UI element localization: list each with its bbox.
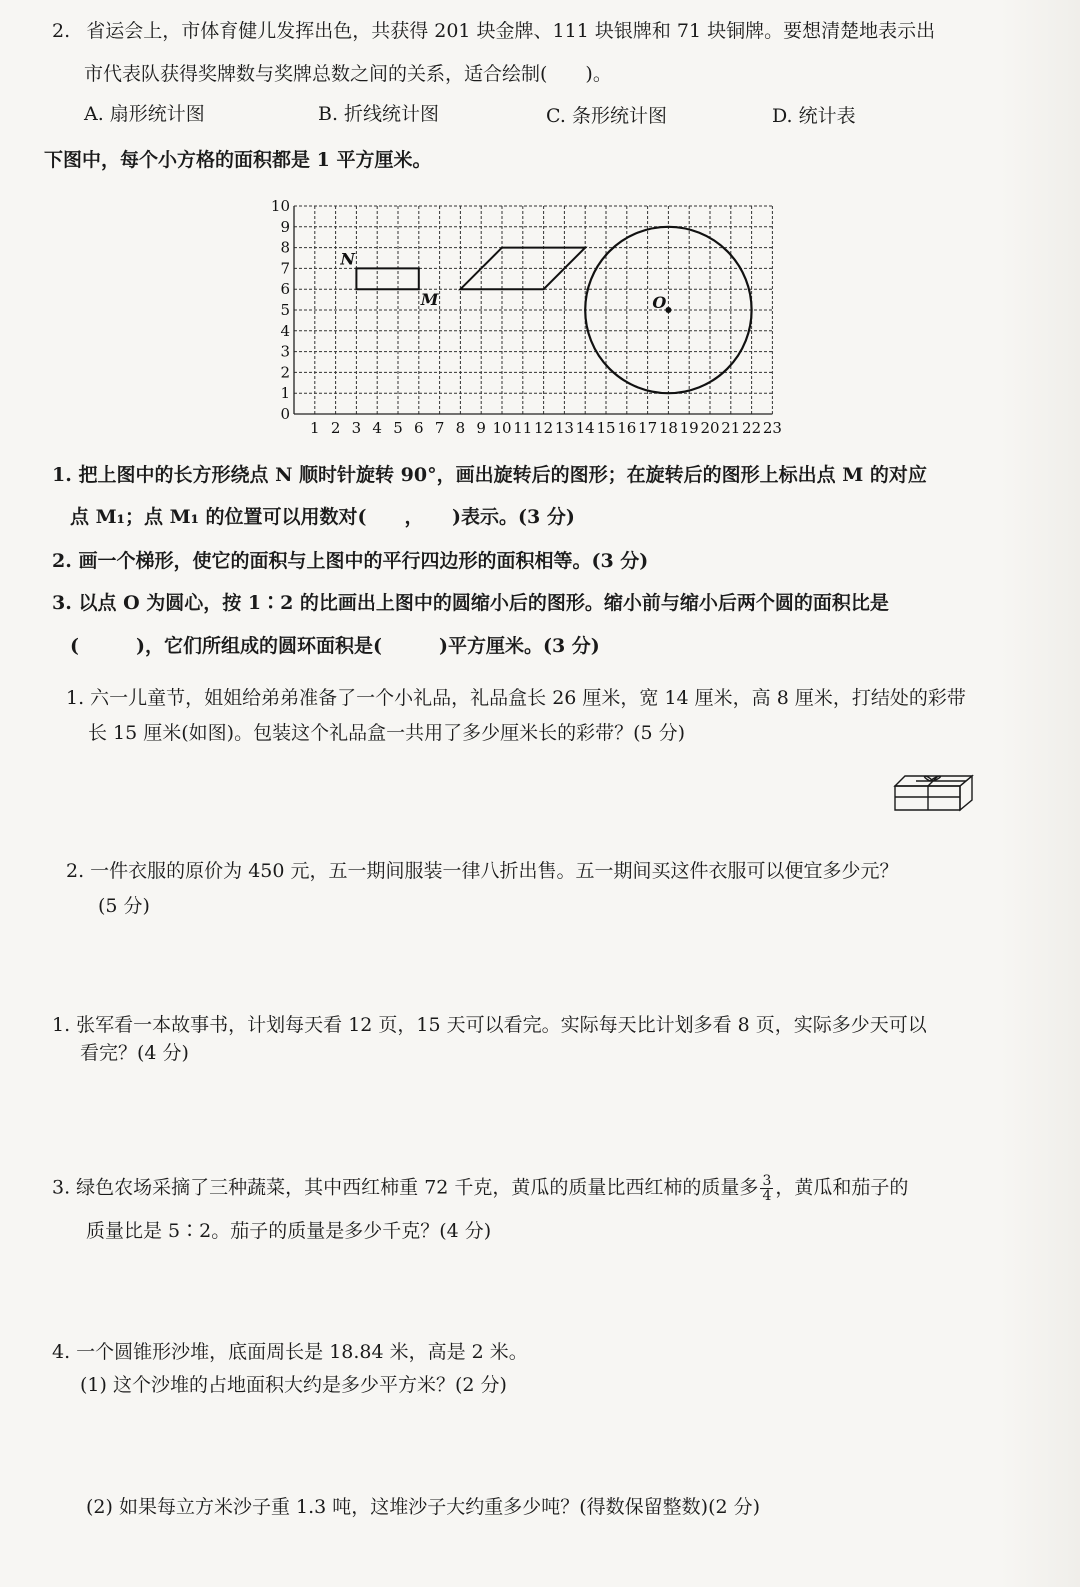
vegetable-problem-line2: 质量比是 5∶2。茄子的质量是多少千克？(4 分) — [86, 1220, 492, 1242]
fraction-three-quarters — [760, 1174, 773, 1203]
y-tick-label: 5 — [280, 301, 290, 319]
gift-problem-line2: 长 15 厘米(如图)。包装这个礼品盒一共用了多少厘米长的彩带？(5 分) — [88, 722, 686, 744]
y-tick-label: 3 — [280, 342, 290, 361]
x-tick-label: 13 — [554, 419, 574, 437]
x-tick-label: 23 — [762, 419, 782, 437]
x-tick-label: 2 — [330, 419, 341, 437]
y-tick-label: 4 — [280, 321, 290, 340]
y-tick-label: 7 — [280, 259, 290, 278]
x-tick-label: 22 — [742, 419, 762, 437]
x-tick-label: 15 — [596, 419, 616, 437]
x-tick-label: 1 — [310, 419, 320, 437]
x-tick-label: 16 — [617, 419, 637, 437]
coordinate-grid-figure — [268, 192, 798, 440]
clothes-problem-line2: (5 分) — [98, 895, 150, 917]
x-tick-label: 17 — [638, 419, 658, 437]
gift-problem-line1: 1. 六一儿童节，姐姐给弟弟准备了一个小礼品，礼品盒长 26 厘米，宽 14 厘米，高 8 厘米，打结处的彩带 — [66, 687, 966, 709]
grid-q2: 2. 画一个梯形，使它的面积与上图中的平行四边形的面积相等。(3 分) — [52, 550, 649, 572]
grid-intro: 下图中，每个小方格的面积都是 1 平方厘米。 — [44, 149, 432, 171]
sand-problem-sub1: (1) 这个沙堆的占地面积大约是多少平方米？(2 分) — [80, 1374, 507, 1396]
y-tick-label: 2 — [280, 363, 290, 382]
x-tick-label: 6 — [414, 419, 424, 437]
y-tick-label: 9 — [280, 217, 290, 236]
choice-question-line2: 市代表队获得奖牌数与奖牌总数之间的关系，适合绘制( )。 — [84, 63, 612, 85]
x-tick-label: 10 — [492, 419, 512, 437]
x-tick-label: 3 — [351, 419, 362, 437]
x-tick-label: 11 — [513, 419, 533, 437]
sand-problem-sub2: (2) 如果每立方米沙子重 1.3 吨，这堆沙子大约重多少吨？(得数保留整数)(2 分) — [86, 1496, 761, 1518]
x-tick-label: 5 — [393, 419, 403, 437]
y-tick-label: 8 — [280, 238, 290, 257]
y-tick-label: 1 — [280, 384, 290, 403]
x-tick-label: 9 — [476, 419, 486, 437]
sand-problem-line1: 4. 一个圆锥形沙堆，底面周长是 18.84 米，高是 2 米。 — [52, 1341, 528, 1363]
grid-q3-line1: 3. 以点 O 为圆心，按 1∶2 的比画出上图中的圆缩小后的图形。缩小前与缩小后两个圆的面积比是 — [52, 592, 889, 614]
clothes-problem-line1: 2. 一件衣服的原价为 450 元，五一期间服装一律八折出售。五一期间买这件衣服可以便宜多少元？ — [66, 860, 899, 882]
option-c[interactable]: C. 条形统计图 — [546, 105, 667, 127]
fraction-denominator: 4 — [762, 1188, 772, 1204]
y-tick-label: 6 — [280, 280, 290, 299]
point-label-n: N — [340, 249, 356, 269]
x-tick-label: 4 — [372, 419, 382, 437]
vegetable-text-a: 3. 绿色农场采摘了三种蔬菜，其中西红柿重 72 千克，黄瓜的质量比西红柿的质量多 — [52, 1176, 759, 1199]
grid-q3-line2: ( )，它们所组成的圆环面积是( )平方厘米。(3 分) — [70, 635, 600, 657]
x-tick-label: 14 — [575, 419, 595, 437]
option-b[interactable]: B. 折线统计图 — [318, 103, 440, 125]
y-tick-label: 10 — [270, 197, 290, 215]
choice-question-line1 — [52, 18, 935, 44]
x-tick-label: 12 — [534, 419, 554, 437]
question-text: 省运会上，市体育健儿发挥出色，共获得 201 块金牌、111 块银牌和 71 块铜牌。要想清楚地表示出 — [86, 20, 936, 42]
grid-q1-line2: 点 M₁；点 M₁ 的位置可以用数对( ， )表示。(3 分) — [70, 506, 575, 528]
x-tick-label: 8 — [455, 419, 466, 437]
vegetable-text-b: ，黄瓜和茄子的 — [775, 1176, 909, 1199]
point-label-o: O — [652, 293, 667, 312]
page-edge-shadow — [1000, 0, 1080, 1587]
point-label-m: M — [420, 290, 439, 310]
gift-box-icon — [890, 770, 980, 814]
x-tick-label: 19 — [679, 419, 699, 437]
book-problem-line1: 1. 张军看一本故事书，计划每天看 12 页，15 天可以看完。实际每天比计划多看 8 页，实际多少天可以 — [52, 1014, 927, 1036]
book-problem-line2: 看完？(4 分) — [80, 1042, 189, 1064]
fraction-numerator: 3 — [762, 1173, 772, 1189]
x-tick-label: 18 — [658, 419, 678, 437]
grid-q1-line1: 1. 把上图中的长方形绕点 N 顺时针旋转 90°，画出旋转后的图形；在旋转后的图形上标出点 M 的对应 — [52, 464, 927, 486]
vegetable-problem-line1 — [52, 1174, 908, 1203]
rectangle-shape — [356, 268, 418, 289]
x-tick-label: 20 — [700, 419, 720, 437]
question-number: 2. — [52, 20, 71, 42]
option-a[interactable]: A. 扇形统计图 — [84, 103, 205, 125]
option-d[interactable]: D. 统计表 — [772, 105, 856, 127]
x-tick-label: 21 — [721, 419, 741, 437]
y-tick-label: 0 — [280, 405, 290, 423]
x-tick-label: 7 — [434, 419, 445, 437]
